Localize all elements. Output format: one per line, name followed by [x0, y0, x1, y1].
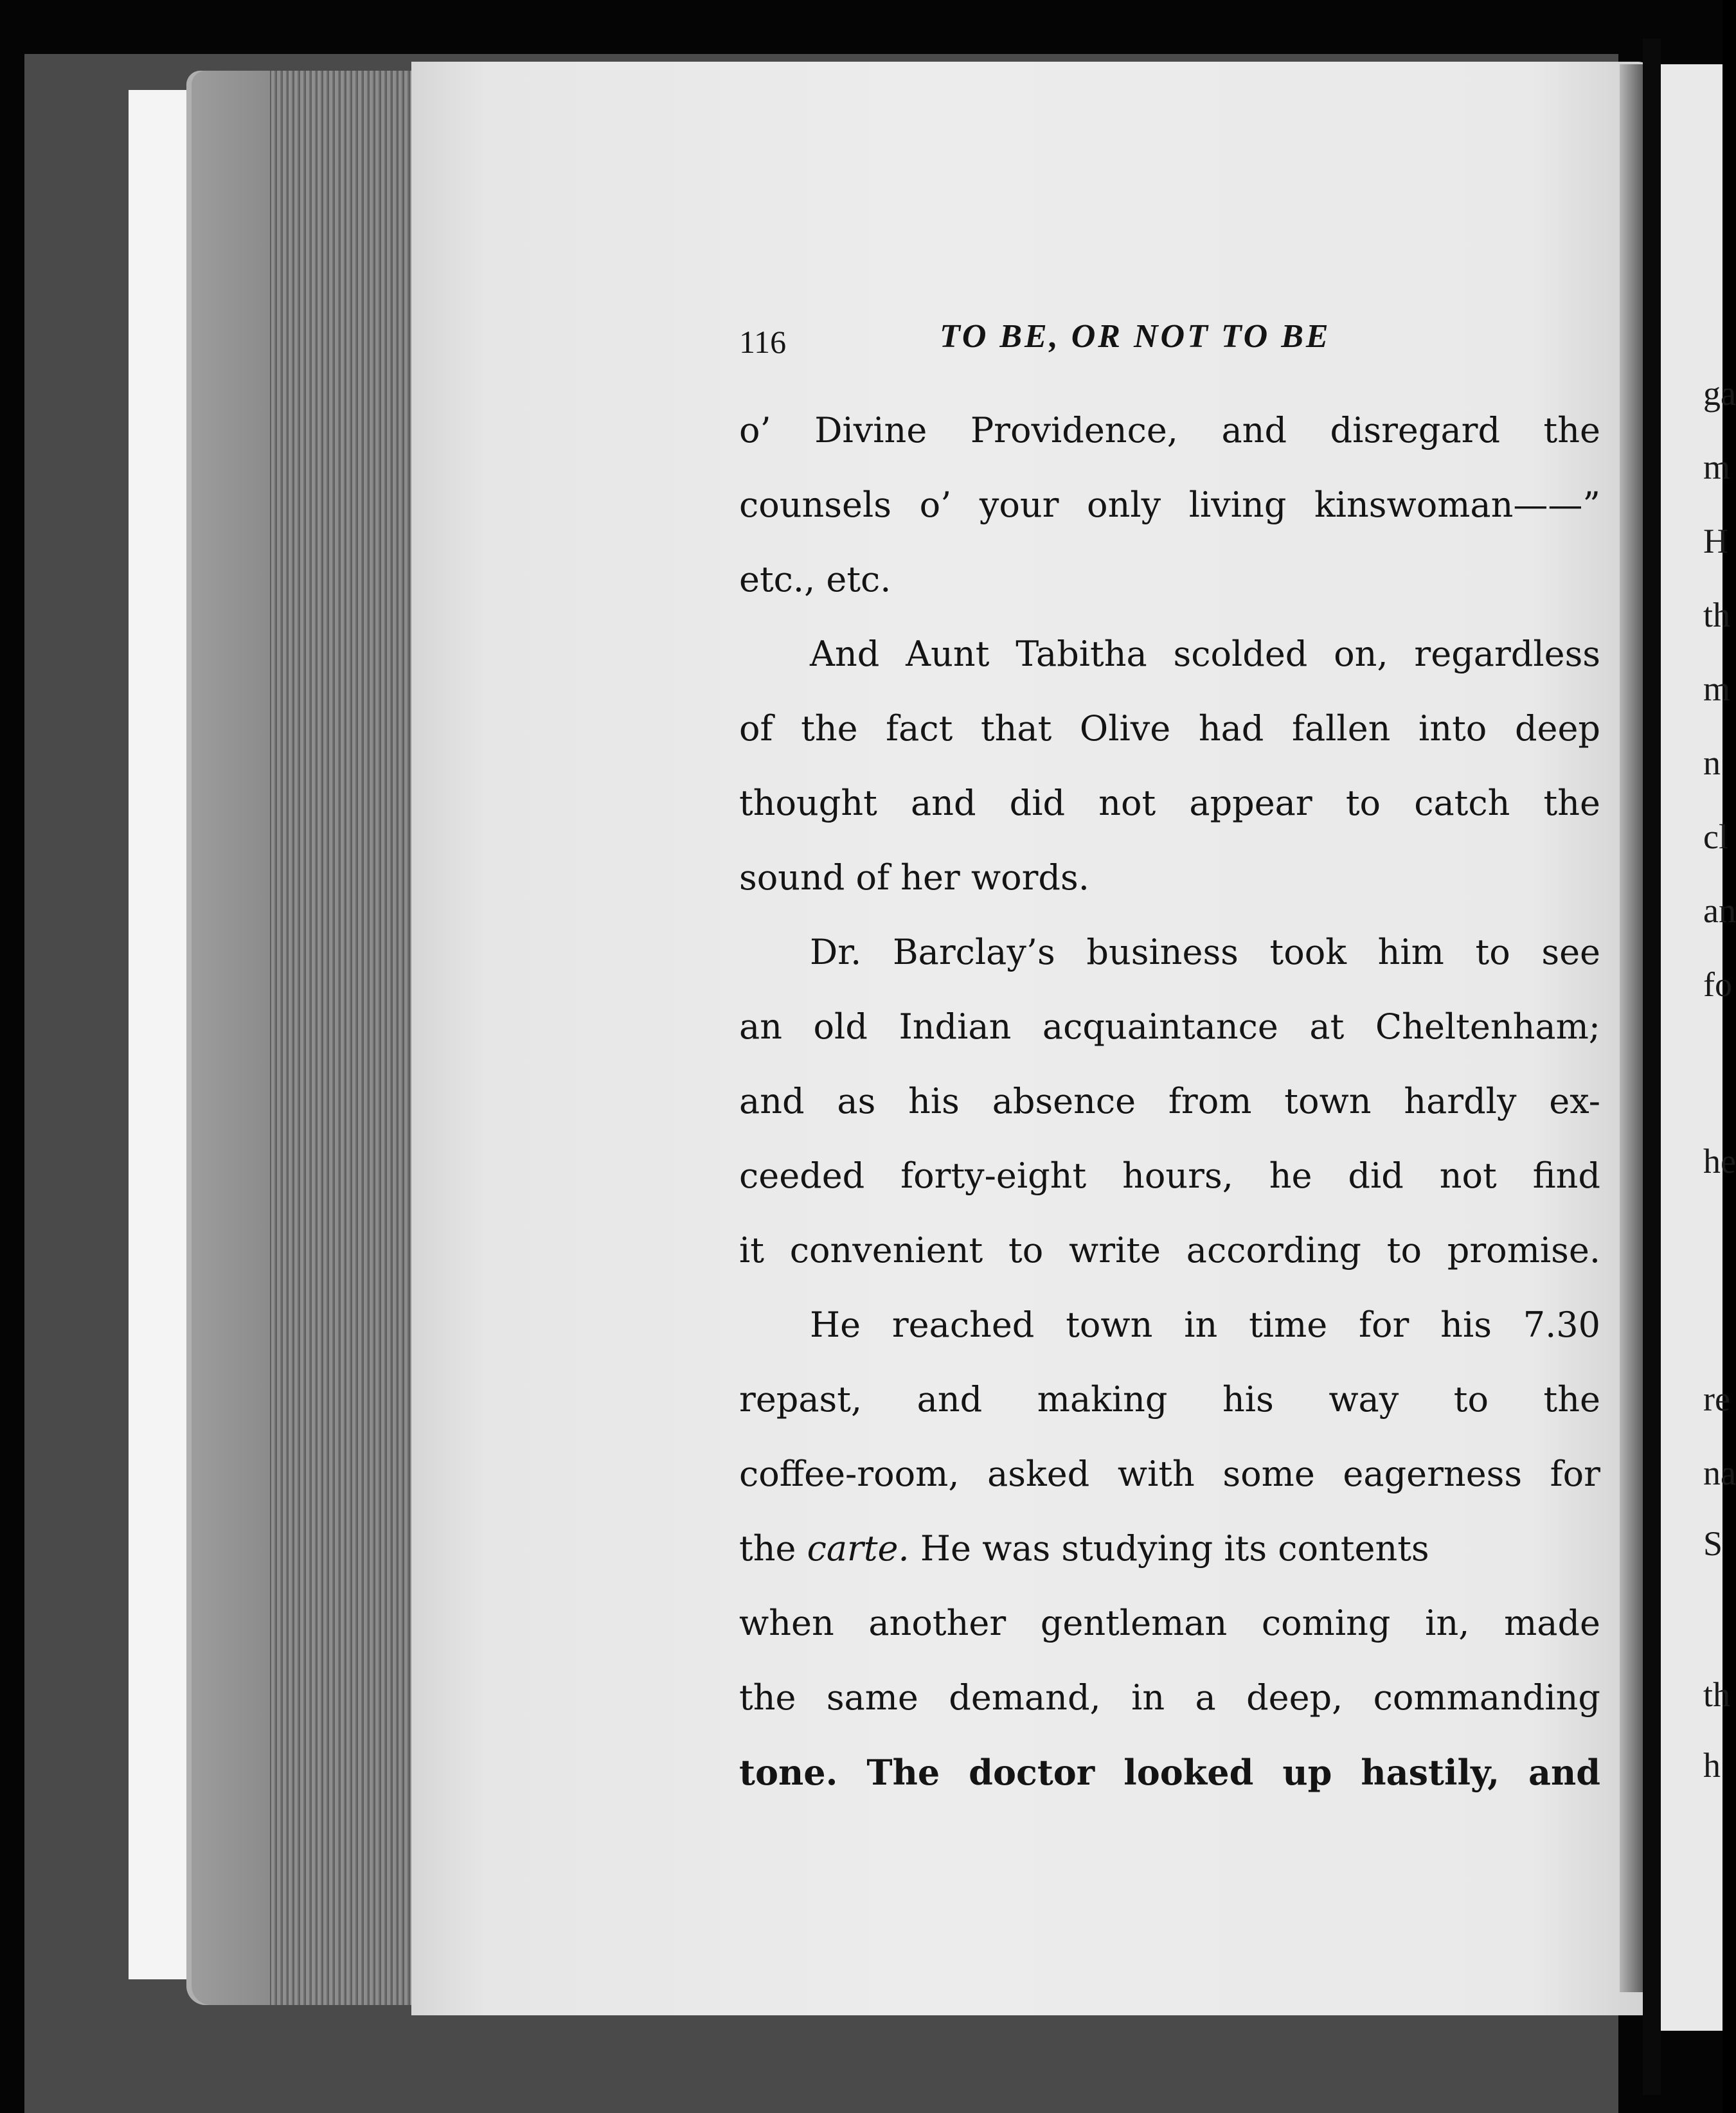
body-line [739, 1523, 1600, 1574]
adjacent-fragment: he [1703, 1142, 1736, 1181]
body-line: when another gentleman coming in, made [739, 1603, 1600, 1643]
adjacent-fragment: na [1703, 1454, 1736, 1492]
adjacent-fragment: th [1703, 1675, 1731, 1714]
running-title: TO BE, OR NOT TO BE [940, 318, 1331, 355]
body-line: He reached town in time for his 7.30 [810, 1305, 1600, 1345]
body-line: an old Indian acquaintance at Cheltenham; [739, 1006, 1600, 1047]
adjacent-fragment: ga [1703, 374, 1736, 413]
body-line: of the fact that Olive had fallen into deep [739, 708, 1600, 749]
page-gap [1643, 39, 1661, 2095]
body-line: repast, and making his way to the [739, 1379, 1600, 1420]
adjacent-fragment: fo [1703, 965, 1732, 1004]
adjacent-fragment: H [1703, 522, 1728, 560]
body-line: tone. The doctor looked up hastily, and [739, 1752, 1600, 1793]
body-line: Dr. Barclay’s business took him to see [810, 932, 1600, 972]
body-line: it convenient to write according to promise. [739, 1230, 1600, 1270]
body-line-segment: the [739, 1528, 807, 1569]
adjacent-fragment: th [1703, 596, 1731, 634]
adjacent-fragment: cl [1703, 817, 1728, 856]
adjacent-fragment: an [1703, 891, 1736, 930]
adjacent-fragment: h [1703, 1746, 1721, 1785]
italic-word: carte. [807, 1528, 909, 1569]
gutter-shadow [1620, 64, 1645, 1992]
adjacent-fragment: re [1703, 1380, 1730, 1418]
body-line: And Aunt Tabitha scolded on, regardless [810, 634, 1600, 674]
adjacent-fragment: n [1703, 744, 1721, 782]
adjacent-fragment: S [1703, 1524, 1723, 1563]
page-number: 116 [739, 324, 787, 360]
body-line: sound of her words. [739, 857, 1089, 898]
body-line: and as his absence from town hardly ex- [739, 1081, 1600, 1121]
body-line: the same demand, in a deep, commanding [739, 1677, 1600, 1718]
body-line: o’ Divine Providence, and disregard the [739, 410, 1600, 450]
body-line: thought and did not appear to catch the [739, 783, 1600, 823]
body-line: ceeded forty-eight hours, he did not find [739, 1155, 1600, 1196]
adjacent-fragment: m [1703, 670, 1731, 708]
body-line: coffee-room, asked with some eagerness for [739, 1454, 1600, 1494]
adjacent-page [1661, 64, 1723, 2031]
body-line-segment: He was studying its contents [909, 1528, 1429, 1569]
body-line: counsels o’ your only living kinswoman——” [739, 485, 1600, 525]
adjacent-fragment: m [1703, 448, 1731, 486]
body-line: etc., etc. [739, 559, 891, 600]
